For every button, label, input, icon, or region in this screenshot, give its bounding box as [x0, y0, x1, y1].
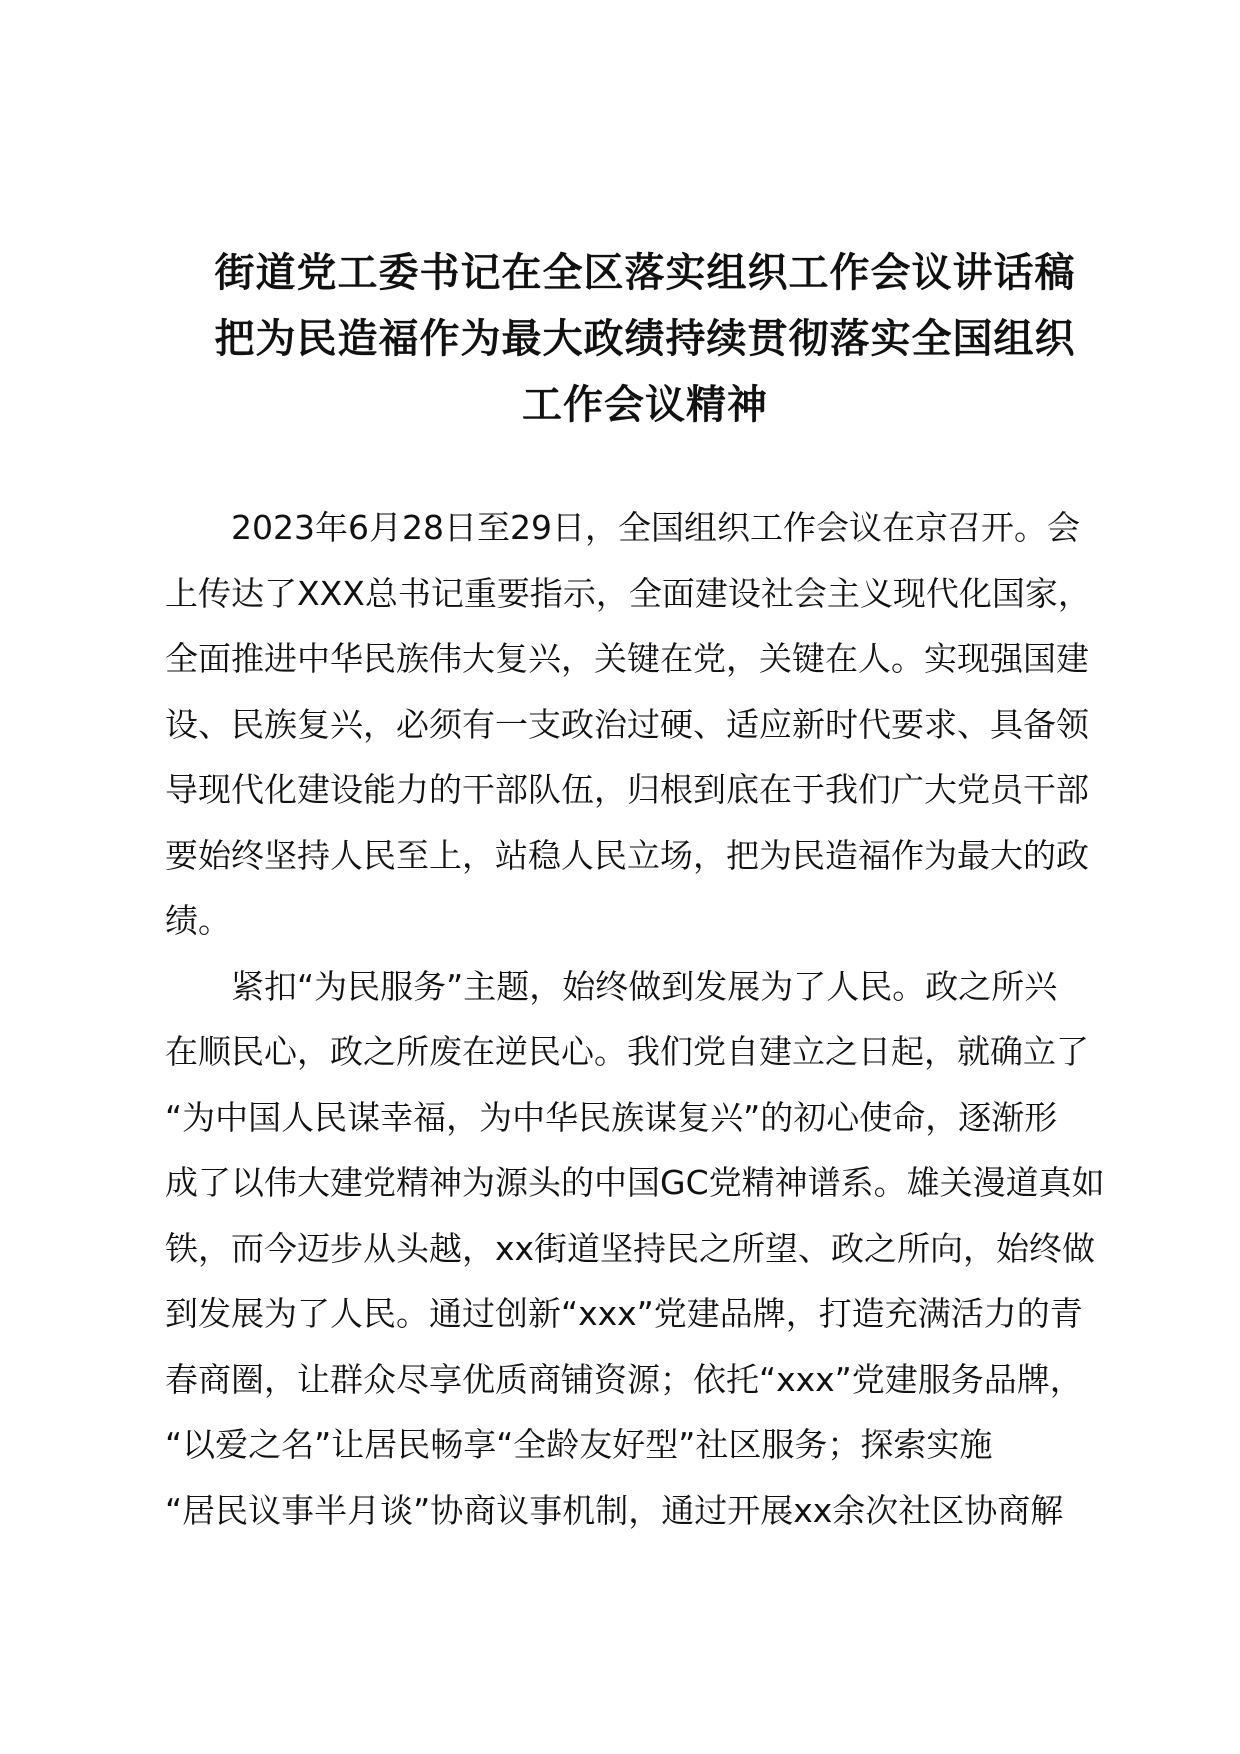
text-line: 成了以伟大建党精神为源头的中国GC党精神谱系。雄关漫道真如: [165, 1163, 1105, 1202]
title-line: 街道党工委书记在全区落实组织工作会议讲话稿: [214, 250, 1076, 296]
text-line: 要始终坚持人民至上，站稳人民立场，把为民造福作为最大的政: [165, 835, 1089, 875]
text-line: 设、民族复兴，必须有一支政治过硬、适应新时代要求、具备领: [165, 704, 1089, 744]
text-line: “为中国人民谋幸福，为中华民族谋复兴”的初心使命，逐渐形: [165, 1097, 1058, 1137]
text-line: 铁，而今迈步从头越，xx街道坚持民之所望、政之所向，始终做: [165, 1228, 1096, 1268]
document-body: [165, 495, 1125, 1543]
text-line: “居民议事半月谈”协商议事机制，通过开展xx余次社区协商解: [165, 1490, 1064, 1530]
paragraph-1: [165, 495, 1125, 954]
text-line: “以爱之名”让居民畅享“全龄友好型”社区服务；探索实施: [165, 1425, 993, 1464]
text-line: 到发展为了人民。通过创新“xxx”党建品牌，打造充满活力的青: [165, 1294, 1083, 1333]
title-line: 工作会议精神: [522, 382, 768, 428]
text-line: 在顺民心，政之所废在逆民心。我们党自建立之日起，就确立了: [165, 1032, 1089, 1071]
document-title: [165, 240, 1125, 438]
text-line: 2023年6月28日至29日，全国组织工作会议在京召开。会: [231, 508, 1080, 547]
text-line: 上传达了XXX总书记重要指示，全面建设社会主义现代化国家，: [165, 573, 1091, 613]
text-line: 春商圈，让群众尽享优质商铺资源；依托“xxx”党建服务品牌，: [165, 1359, 1083, 1399]
text-line: 绩。: [165, 901, 231, 940]
title-line: 把为民造福作为最大政绩持续贯彻落实全国组织: [214, 316, 1076, 362]
text-line: 导现代化建设能力的干部队伍，归根到底在于我们广大党员干部: [165, 770, 1089, 809]
paragraph-2: [165, 954, 1125, 1544]
text-line: 紧扣“为民服务”主题，始终做到发展为了人民。政之所兴: [231, 966, 1058, 1006]
text-line: 全面推进中华民族伟大复兴，关键在党，关键在人。实现强国建: [165, 639, 1089, 678]
